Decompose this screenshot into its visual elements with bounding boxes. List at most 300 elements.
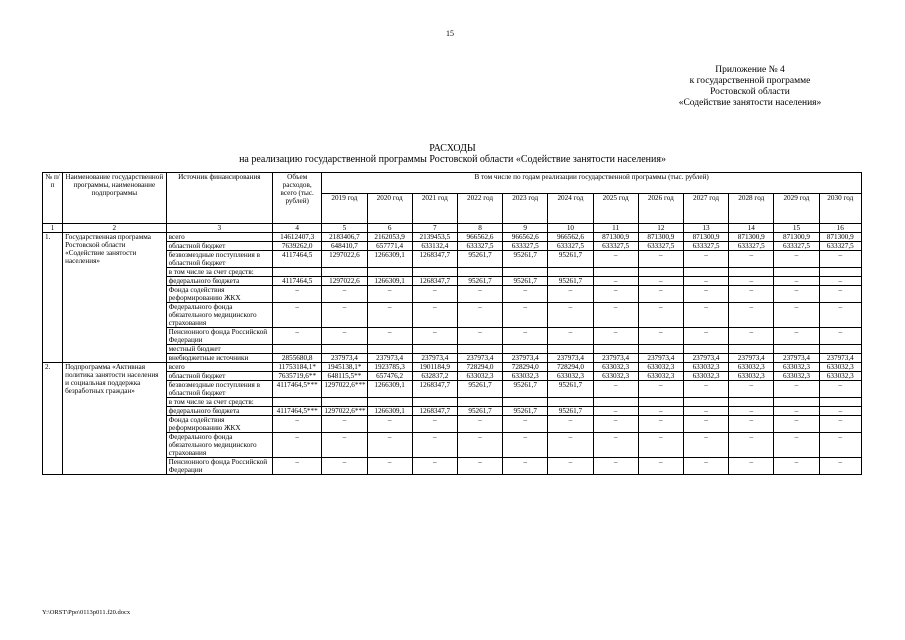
table-row xyxy=(43,251,862,268)
year-value: – xyxy=(367,433,412,458)
year-value: – xyxy=(322,458,367,475)
table-row xyxy=(43,303,862,328)
header-num: № п/п xyxy=(43,173,63,224)
column-number: 6 xyxy=(367,224,412,233)
total-value: 4117464,5 xyxy=(273,277,322,286)
year-value: – xyxy=(367,458,412,475)
funding-source: областной бюджет xyxy=(166,242,273,251)
year-value: 237973,4 xyxy=(367,354,412,363)
year-value: 1297022,6*** xyxy=(322,381,367,398)
year-value: 237973,4 xyxy=(548,354,593,363)
total-value: 7639262,0 xyxy=(273,242,322,251)
table-row xyxy=(43,407,862,416)
year-value: 1266309,1 xyxy=(367,277,412,286)
column-number: 8 xyxy=(457,224,502,233)
total-value: – xyxy=(273,433,322,458)
year-value: – xyxy=(548,458,593,475)
year-value: 2162053,9 xyxy=(367,233,412,242)
year-value xyxy=(412,398,457,407)
year-value: 871300,9 xyxy=(774,233,819,242)
year-value: – xyxy=(819,328,861,345)
expenses-table xyxy=(42,172,862,475)
year-value xyxy=(774,345,819,354)
year-value: 95261,7 xyxy=(457,407,502,416)
column-number: 2 xyxy=(63,224,166,233)
year-value: – xyxy=(638,407,683,416)
total-value xyxy=(273,398,322,407)
year-value: – xyxy=(683,381,728,398)
appendix-line: Ростовской области xyxy=(710,87,790,97)
appendix-line: к государственной программе xyxy=(689,76,811,86)
year-value: – xyxy=(503,458,548,475)
year-value xyxy=(503,345,548,354)
total-value: – xyxy=(273,416,322,433)
year-value: – xyxy=(819,433,861,458)
header-year: 2025 год xyxy=(593,194,638,224)
section-name: Государственная программа Ростовской области «Содействие занятости населения» xyxy=(63,233,166,363)
year-value: 648410,7 xyxy=(322,242,367,251)
year-value: 966562,6 xyxy=(548,233,593,242)
year-value: 95261,7 xyxy=(503,381,548,398)
year-value: 2139453,5 xyxy=(412,233,457,242)
column-number: 12 xyxy=(638,224,683,233)
year-value: – xyxy=(819,251,861,268)
year-value: – xyxy=(322,433,367,458)
year-value: – xyxy=(774,303,819,328)
year-value xyxy=(683,268,728,277)
year-value: 1268347,7 xyxy=(412,407,457,416)
year-value: 1268347,7 xyxy=(412,251,457,268)
funding-source: внебюджетные источники xyxy=(166,354,273,363)
year-value: 633327,5 xyxy=(819,242,861,251)
year-value: 633032,3 xyxy=(683,372,728,381)
year-value xyxy=(548,268,593,277)
header-year: 2021 год xyxy=(412,194,457,224)
year-value xyxy=(729,345,774,354)
year-value: – xyxy=(412,303,457,328)
table-row xyxy=(43,433,862,458)
funding-source: в том числе за счет средств: xyxy=(166,268,273,277)
year-value: 728294,0 xyxy=(503,363,548,372)
title-sub: на реализацию государственной программы Ростовской области «Содействие занятости населения» xyxy=(239,154,666,165)
total-value: – xyxy=(273,286,322,303)
funding-source: Федерального фонда обязательного медицинского страхования xyxy=(166,433,273,458)
year-value xyxy=(367,345,412,354)
year-value xyxy=(638,268,683,277)
year-value: – xyxy=(774,458,819,475)
year-value: – xyxy=(729,433,774,458)
year-value xyxy=(367,398,412,407)
year-value: – xyxy=(593,416,638,433)
year-value xyxy=(412,345,457,354)
total-value: 2855680,8 xyxy=(273,354,322,363)
year-value: – xyxy=(683,286,728,303)
header-years-group: В том числе по годам реализации государственной программы (тыс. рублей) xyxy=(322,173,862,194)
column-number: 3 xyxy=(166,224,273,233)
total-value: 4117464,5 xyxy=(273,251,322,268)
total-value: – xyxy=(273,458,322,475)
column-number: 9 xyxy=(503,224,548,233)
year-value: 633032,3 xyxy=(729,372,774,381)
year-value: – xyxy=(774,251,819,268)
year-value: 871300,9 xyxy=(683,233,728,242)
year-value: – xyxy=(412,328,457,345)
year-value xyxy=(593,268,638,277)
funding-source: федерального бюджета xyxy=(166,277,273,286)
year-value: – xyxy=(593,251,638,268)
year-value: 966562,6 xyxy=(503,233,548,242)
year-value: 633327,5 xyxy=(593,242,638,251)
year-value: – xyxy=(457,416,502,433)
year-value: – xyxy=(548,286,593,303)
year-value: 237973,4 xyxy=(593,354,638,363)
year-value: – xyxy=(638,416,683,433)
header-year: 2026 год xyxy=(638,194,683,224)
table-row xyxy=(43,354,862,363)
year-value: 237973,4 xyxy=(503,354,548,363)
header-year: 2027 год xyxy=(683,194,728,224)
page-number: 15 xyxy=(446,29,454,38)
total-value: 11753184,1* xyxy=(273,363,322,372)
table-row xyxy=(43,363,862,372)
year-value: – xyxy=(322,286,367,303)
year-value: – xyxy=(683,277,728,286)
year-value: 237973,4 xyxy=(683,354,728,363)
year-value: 657476,2 xyxy=(367,372,412,381)
year-value: – xyxy=(593,458,638,475)
year-value: – xyxy=(457,458,502,475)
year-value: – xyxy=(638,286,683,303)
funding-source: федерального бюджета xyxy=(166,407,273,416)
year-value: – xyxy=(638,328,683,345)
year-value: 1268347,7 xyxy=(412,381,457,398)
year-value: 871300,9 xyxy=(638,233,683,242)
year-value: 95261,7 xyxy=(548,407,593,416)
header-year: 2030 год xyxy=(819,194,861,224)
year-value: – xyxy=(503,303,548,328)
year-value: 633032,3 xyxy=(457,372,502,381)
funding-source: безвозмездные поступления в областной бюджет xyxy=(166,381,273,398)
funding-source: Федерального фонда обязательного медицинского страхования xyxy=(166,303,273,328)
column-number: 4 xyxy=(273,224,322,233)
year-value: – xyxy=(819,286,861,303)
year-value xyxy=(593,398,638,407)
year-value: – xyxy=(729,303,774,328)
year-value: – xyxy=(367,286,412,303)
year-value: 1923785,3 xyxy=(367,363,412,372)
year-value: – xyxy=(729,277,774,286)
column-number: 10 xyxy=(548,224,593,233)
year-value: – xyxy=(548,328,593,345)
year-value xyxy=(593,345,638,354)
appendix-header xyxy=(655,65,845,109)
year-value: 871300,9 xyxy=(593,233,638,242)
title-main: РАСХОДЫ xyxy=(429,143,476,154)
year-value: 633032,3 xyxy=(683,363,728,372)
year-value: – xyxy=(593,303,638,328)
header-year: 2022 год xyxy=(457,194,502,224)
table-row xyxy=(43,328,862,345)
year-value xyxy=(683,398,728,407)
year-value: 1945138,1* xyxy=(322,363,367,372)
column-number: 14 xyxy=(729,224,774,233)
year-value: 633132,4 xyxy=(412,242,457,251)
year-value: – xyxy=(412,416,457,433)
year-value: 632837,2 xyxy=(412,372,457,381)
funding-source: всего xyxy=(166,233,273,242)
year-value xyxy=(638,345,683,354)
appendix-line: Приложение № 4 xyxy=(715,65,785,75)
year-value: 633032,3 xyxy=(729,363,774,372)
year-value xyxy=(322,345,367,354)
year-value: – xyxy=(729,416,774,433)
year-value: 633327,5 xyxy=(683,242,728,251)
year-value: – xyxy=(774,328,819,345)
year-value: – xyxy=(548,433,593,458)
year-value: – xyxy=(548,303,593,328)
year-value xyxy=(412,268,457,277)
appendix-line: «Содействие занятости населения» xyxy=(678,98,822,108)
total-value: – xyxy=(273,303,322,328)
year-value: – xyxy=(457,433,502,458)
year-value: – xyxy=(774,277,819,286)
header-year: 2029 год xyxy=(774,194,819,224)
year-value: 633032,3 xyxy=(774,372,819,381)
year-value: – xyxy=(457,328,502,345)
header-year: 2028 год xyxy=(729,194,774,224)
year-value: 95261,7 xyxy=(548,381,593,398)
year-value: 657771,4 xyxy=(367,242,412,251)
year-value xyxy=(503,268,548,277)
year-value: 95261,7 xyxy=(457,381,502,398)
total-value: 4117464,5*** xyxy=(273,407,322,416)
year-value: – xyxy=(819,303,861,328)
year-value: – xyxy=(593,381,638,398)
funding-source: безвозмездные поступления в областной бюджет xyxy=(166,251,273,268)
year-value: – xyxy=(683,251,728,268)
column-number: 15 xyxy=(774,224,819,233)
table-row xyxy=(43,398,862,407)
funding-source: всего xyxy=(166,363,273,372)
funding-source: Фонда содействия реформированию ЖКХ xyxy=(166,286,273,303)
year-value: 871300,9 xyxy=(819,233,861,242)
year-value xyxy=(774,268,819,277)
year-value: – xyxy=(638,458,683,475)
total-value: 4117464,5*** xyxy=(273,381,322,398)
year-value: 237973,4 xyxy=(729,354,774,363)
year-value: – xyxy=(774,381,819,398)
year-value: 1266309,1 xyxy=(367,407,412,416)
table-row xyxy=(43,286,862,303)
column-number: 11 xyxy=(593,224,638,233)
year-value: 633032,3 xyxy=(819,372,861,381)
year-value: – xyxy=(638,303,683,328)
year-value: – xyxy=(322,328,367,345)
year-value: 1297022,6 xyxy=(322,277,367,286)
year-value: 648115,5** xyxy=(322,372,367,381)
year-value: – xyxy=(729,381,774,398)
year-value: – xyxy=(819,458,861,475)
year-value: – xyxy=(638,433,683,458)
year-value: – xyxy=(322,303,367,328)
total-value xyxy=(273,268,322,277)
year-value: – xyxy=(819,416,861,433)
year-value: – xyxy=(819,407,861,416)
year-value: 237973,4 xyxy=(412,354,457,363)
year-value xyxy=(729,268,774,277)
year-value xyxy=(322,268,367,277)
year-value: – xyxy=(593,277,638,286)
year-value: – xyxy=(729,407,774,416)
year-value xyxy=(548,345,593,354)
year-value: – xyxy=(412,458,457,475)
year-value: 633327,5 xyxy=(729,242,774,251)
funding-source: местный бюджет xyxy=(166,345,273,354)
year-value: 633032,3 xyxy=(503,372,548,381)
year-value: – xyxy=(683,416,728,433)
year-value: – xyxy=(593,407,638,416)
year-value: – xyxy=(774,286,819,303)
year-value: 633032,3 xyxy=(593,372,638,381)
year-value: 1266309,1 xyxy=(367,251,412,268)
year-value: 966562,6 xyxy=(457,233,502,242)
year-value: 728294,0 xyxy=(457,363,502,372)
column-number: 13 xyxy=(683,224,728,233)
header-total: Объем расходов, всего (тыс. рублей) xyxy=(273,173,322,224)
year-value xyxy=(457,398,502,407)
header-year: 2024 год xyxy=(548,194,593,224)
year-value: – xyxy=(503,433,548,458)
year-value xyxy=(548,398,593,407)
year-value: – xyxy=(322,416,367,433)
year-value: – xyxy=(367,303,412,328)
year-value: 633032,3 xyxy=(638,363,683,372)
year-value: – xyxy=(593,328,638,345)
section-number: 2. xyxy=(43,363,63,475)
table-row xyxy=(43,416,862,433)
total-value: 14612407,3 xyxy=(273,233,322,242)
year-value: 633327,5 xyxy=(638,242,683,251)
year-value: 633032,3 xyxy=(819,363,861,372)
year-value: 95261,7 xyxy=(503,407,548,416)
year-value: – xyxy=(683,407,728,416)
year-value xyxy=(774,398,819,407)
year-value: 1901184,9 xyxy=(412,363,457,372)
year-value: 871300,9 xyxy=(729,233,774,242)
year-value: 95261,7 xyxy=(457,277,502,286)
year-value: – xyxy=(729,286,774,303)
year-value: – xyxy=(457,303,502,328)
year-value: 237973,4 xyxy=(819,354,861,363)
year-value: 633032,3 xyxy=(638,372,683,381)
table-row xyxy=(43,268,862,277)
year-value: – xyxy=(593,433,638,458)
year-value xyxy=(819,268,861,277)
year-value: – xyxy=(367,416,412,433)
year-value: – xyxy=(593,286,638,303)
year-value: – xyxy=(638,251,683,268)
year-value: 633327,5 xyxy=(548,242,593,251)
year-value: – xyxy=(638,277,683,286)
year-value: – xyxy=(457,286,502,303)
year-value: – xyxy=(819,381,861,398)
table-row xyxy=(43,345,862,354)
year-value: 237973,4 xyxy=(774,354,819,363)
table-row xyxy=(43,372,862,381)
year-value: 633327,5 xyxy=(457,242,502,251)
year-value: – xyxy=(774,416,819,433)
year-value: – xyxy=(367,328,412,345)
year-value: 95261,7 xyxy=(503,277,548,286)
year-value xyxy=(729,398,774,407)
year-value: – xyxy=(774,433,819,458)
year-value: 1297022,6*** xyxy=(322,407,367,416)
year-value: – xyxy=(412,433,457,458)
funding-source: областной бюджет xyxy=(166,372,273,381)
column-number: 5 xyxy=(322,224,367,233)
column-number: 16 xyxy=(819,224,861,233)
year-value: 95261,7 xyxy=(457,251,502,268)
year-value: – xyxy=(412,286,457,303)
funding-source: Фонда содействия реформированию ЖКХ xyxy=(166,416,273,433)
year-value xyxy=(457,268,502,277)
year-value: 237973,4 xyxy=(322,354,367,363)
year-value: 95261,7 xyxy=(548,277,593,286)
year-value: – xyxy=(683,433,728,458)
document-title xyxy=(0,143,905,165)
year-value: 633032,3 xyxy=(548,372,593,381)
year-value: – xyxy=(638,381,683,398)
year-value: 1297022,6 xyxy=(322,251,367,268)
file-path-footer: Y:\ORST\Ppo\0113p011.f20.docx xyxy=(42,609,131,616)
year-value: 95261,7 xyxy=(503,251,548,268)
year-value xyxy=(819,345,861,354)
year-value: 633032,3 xyxy=(593,363,638,372)
year-value: 237973,4 xyxy=(638,354,683,363)
year-value: – xyxy=(503,416,548,433)
year-value: 95261,7 xyxy=(548,251,593,268)
year-value: – xyxy=(683,303,728,328)
year-value: – xyxy=(548,416,593,433)
funding-source: Пенсионного фонда Российской Федерации xyxy=(166,458,273,475)
header-year: 2019 год xyxy=(322,194,367,224)
total-value: 7635719,6** xyxy=(273,372,322,381)
table-row xyxy=(43,277,862,286)
year-value: – xyxy=(503,286,548,303)
header-year: 2020 год xyxy=(367,194,412,224)
year-value: – xyxy=(819,277,861,286)
funding-source: Пенсионного фонда Российской Федерации xyxy=(166,328,273,345)
funding-source: в том числе за счет средств: xyxy=(166,398,273,407)
year-value: – xyxy=(683,328,728,345)
total-value xyxy=(273,345,322,354)
year-value: 633327,5 xyxy=(503,242,548,251)
header-name: Наименование государственной программы, наименование подпрограммы xyxy=(63,173,166,224)
year-value xyxy=(457,345,502,354)
table-row xyxy=(43,242,862,251)
year-value: – xyxy=(729,251,774,268)
year-value: 1268347,7 xyxy=(412,277,457,286)
year-value: – xyxy=(774,407,819,416)
year-value: 237973,4 xyxy=(457,354,502,363)
year-value: 633327,5 xyxy=(774,242,819,251)
year-value: 633032,3 xyxy=(774,363,819,372)
table-row xyxy=(43,458,862,475)
year-value xyxy=(819,398,861,407)
column-number: 7 xyxy=(412,224,457,233)
year-value xyxy=(367,268,412,277)
header-year: 2023 год xyxy=(503,194,548,224)
